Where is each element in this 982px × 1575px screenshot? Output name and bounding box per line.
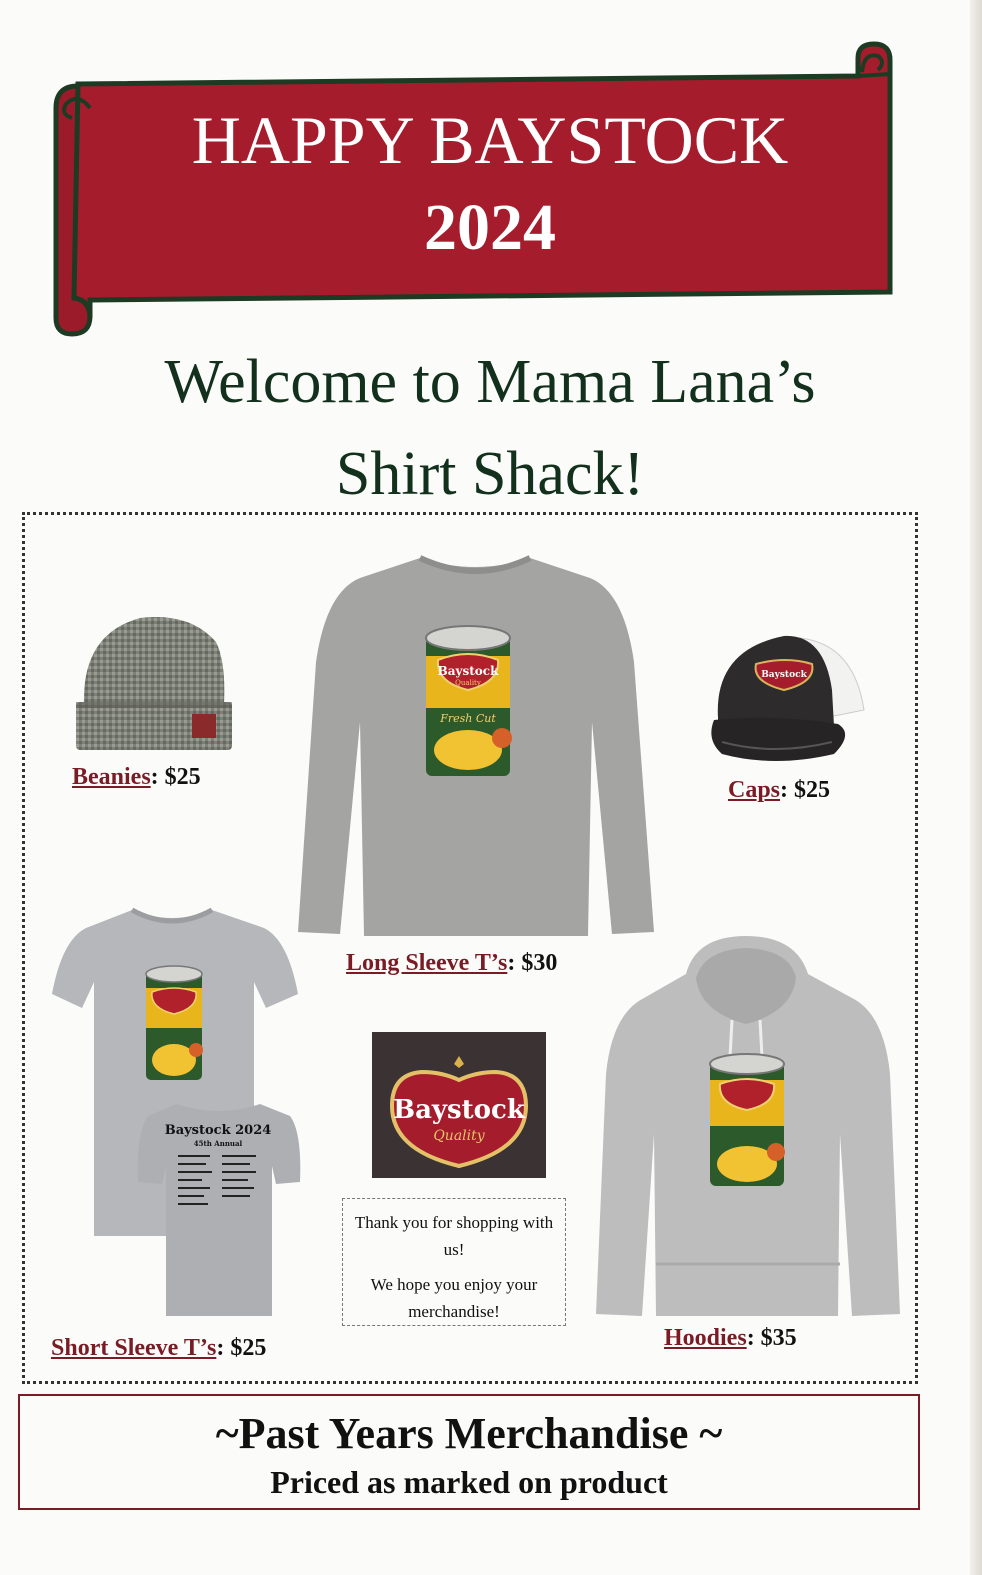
welcome-heading (40, 336, 940, 520)
corn-can-icon-small (146, 966, 203, 1080)
svg-text:Baystock 2024: Baystock 2024 (164, 1123, 272, 1138)
short-sleeve-label: Short Sleeve T’s (51, 1335, 217, 1361)
beanies-label: Beanies (72, 764, 151, 790)
thank-you-line: Thank you for shopping with us! (354, 1213, 554, 1259)
caps-caption (728, 777, 830, 804)
short-sleeve-caption (51, 1335, 266, 1362)
hoodies-caption (664, 1325, 797, 1352)
hoodies-label: Hoodies (664, 1325, 747, 1351)
beanies-caption (72, 764, 201, 791)
long-sleeve-label: Long Sleeve T’s (346, 950, 508, 976)
past-years-subtitle: Priced as marked on product (270, 1464, 668, 1500)
short-sleeve-price: : $25 (216, 1335, 267, 1361)
svg-text:Quality: Quality (433, 1128, 485, 1144)
corn-can-icon-hoodie (710, 1054, 785, 1186)
banner-year: 2024 (424, 191, 556, 264)
beanie-tag-icon (192, 714, 216, 738)
past-years-box (18, 1394, 920, 1510)
caps-price: : $25 (780, 777, 831, 803)
svg-text:Baystock: Baystock (761, 670, 807, 680)
caps-label: Caps (728, 777, 781, 803)
welcome-line-2: Shirt Shack! (335, 440, 645, 508)
svg-text:Baystock: Baystock (393, 1095, 525, 1125)
long-sleeve-caption (346, 950, 557, 977)
hoodies-price: : $35 (746, 1325, 797, 1351)
beanie-image (70, 612, 236, 754)
banner-text (90, 98, 890, 268)
short-sleeve-image (50, 906, 306, 1320)
baystock-logo (372, 1032, 546, 1178)
svg-text:Quality: Quality (455, 679, 481, 687)
enjoy-line: We hope you enjoy your merchandise! (370, 1275, 538, 1321)
beanies-price: : $25 (150, 764, 201, 790)
welcome-line-1: Welcome to Mama Lana’s (164, 348, 816, 416)
banner-title: HAPPY BAYSTOCK (191, 102, 789, 178)
long-sleeve-image (294, 552, 656, 938)
past-years-title: ~Past Years Merchandise ~ (215, 1409, 723, 1458)
corn-can-icon (426, 626, 512, 776)
hoodie-image (596, 934, 900, 1318)
svg-text:Baystock: Baystock (437, 664, 499, 678)
svg-text:45th Annual: 45th Annual (193, 1139, 243, 1148)
svg-text:Fresh Cut: Fresh Cut (440, 712, 496, 725)
thank-you-note (342, 1198, 566, 1326)
cap-image (704, 630, 868, 766)
long-sleeve-price: : $30 (507, 950, 558, 976)
